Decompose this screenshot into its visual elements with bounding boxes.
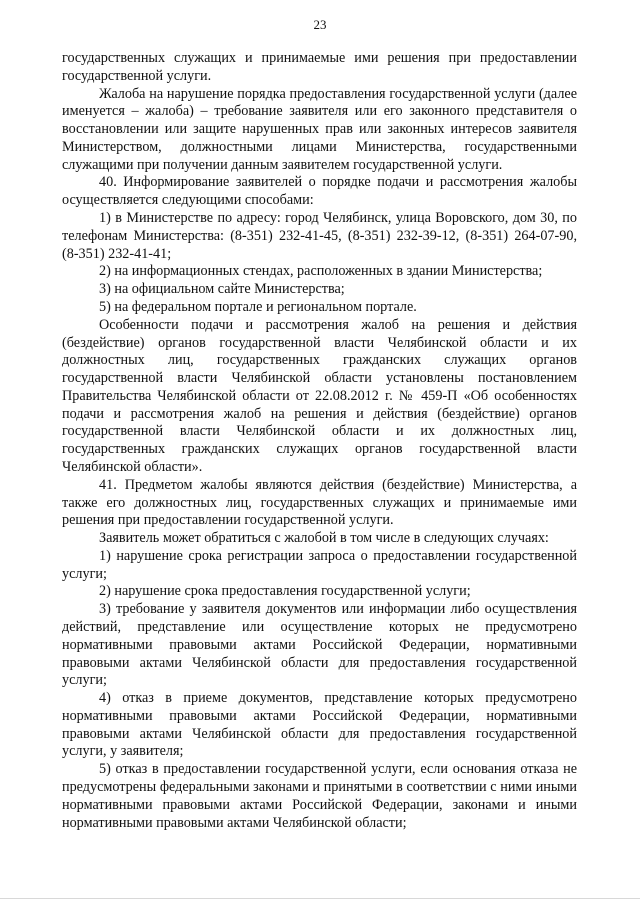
paragraph-case-4: 4) отказ в приеме документов, представление которых предусмотрено нормативными правовыми актами Российской Федерации, нормативными правовыми актами Челябинской области для предоставления государственной услуги, у заявителя;: [62, 690, 577, 760]
paragraph-complaint-definition: Жалоба на нарушение порядка предоставления государственной услуги (далее именуется – жалоба) – требование заявителя или его законного представителя о восстановлении или защите нарушенных прав или законных интересов заявителя Министерством, должностными лицами Министерства, государственными служащими при получении данным заявителем государственной услуги.: [62, 85, 577, 173]
paragraph-cases-intro: Заявитель может обратиться с жалобой в том числе в следующих случаях:: [99, 530, 549, 547]
paragraph-case-2: 2) нарушение срока предоставления государственной услуги;: [99, 583, 471, 600]
paragraph-method-1: 1) в Министерстве по адресу: город Челябинск, улица Воровского, дом 30, по телефонам Министерства: (8-351) 232-41-45, (8-351) 232-39-12, (8-351) 264-07-90, (8-351) 232-41-41;: [62, 210, 577, 262]
paragraph-item-41: 41. Предметом жалобы являются действия (бездействие) Министерства, а также его должностных лиц, государственных служащих и принимаемые ими решения при предоставлении государственной услуги.: [62, 476, 577, 529]
page-bottom-edge: [0, 898, 640, 899]
paragraph-features: Особенности подачи и рассмотрения жалоб на решения и действия (бездействие) органов государственной власти Челябинской области и их должностных лиц, государственных гражданских служащих органов государственной власти Челябинской области установлены постановлением Правительства Челябинской области от 22.08.2012 г. № 459-П «Об особенностях подачи и рассмотрения жалоб на решения и действия (бездействие) органов государственной власти Челябинской области и их должностных лиц, государственных гражданских служащих органов государственной власти Челябинской области».: [62, 316, 577, 475]
page-number: 23: [313, 17, 327, 32]
paragraph-method-2: 2) на информационных стендах, расположенных в здании Министерства;: [99, 263, 543, 280]
paragraph-case-3: 3) требование у заявителя документов или информации либо осуществления действий, представление или осуществление которых не предусмотрено нормативными правовыми актами Российской Федерации, нормативными правовыми актами Челябинской области для предоставления государственной услуги;: [62, 601, 577, 689]
paragraph-method-5: 5) на федеральном портале и региональном портале.: [99, 298, 417, 315]
paragraph-method-3: 3) на официальном сайте Министерства;: [99, 281, 345, 298]
document-body: [62, 50, 577, 832]
paragraph-case-5: 5) отказ в предоставлении государственной услуги, если основания отказа не предусмотрены федеральными законами и принятыми в соответствии с ними иными нормативными правовыми актами Российской Федерации, законами и иными нормативными правовыми актами Челябинской области;: [62, 761, 577, 831]
paragraph-continuation: государственных служащих и принимаемые ими решения при предоставлении государственной услуги.: [62, 50, 577, 84]
paragraph-case-1: 1) нарушение срока регистрации запроса о предоставлении государственной услуги;: [62, 547, 577, 582]
paragraph-item-40: 40. Информирование заявителей о порядке подачи и рассмотрения жалобы осуществляется следующими способами:: [62, 174, 577, 209]
